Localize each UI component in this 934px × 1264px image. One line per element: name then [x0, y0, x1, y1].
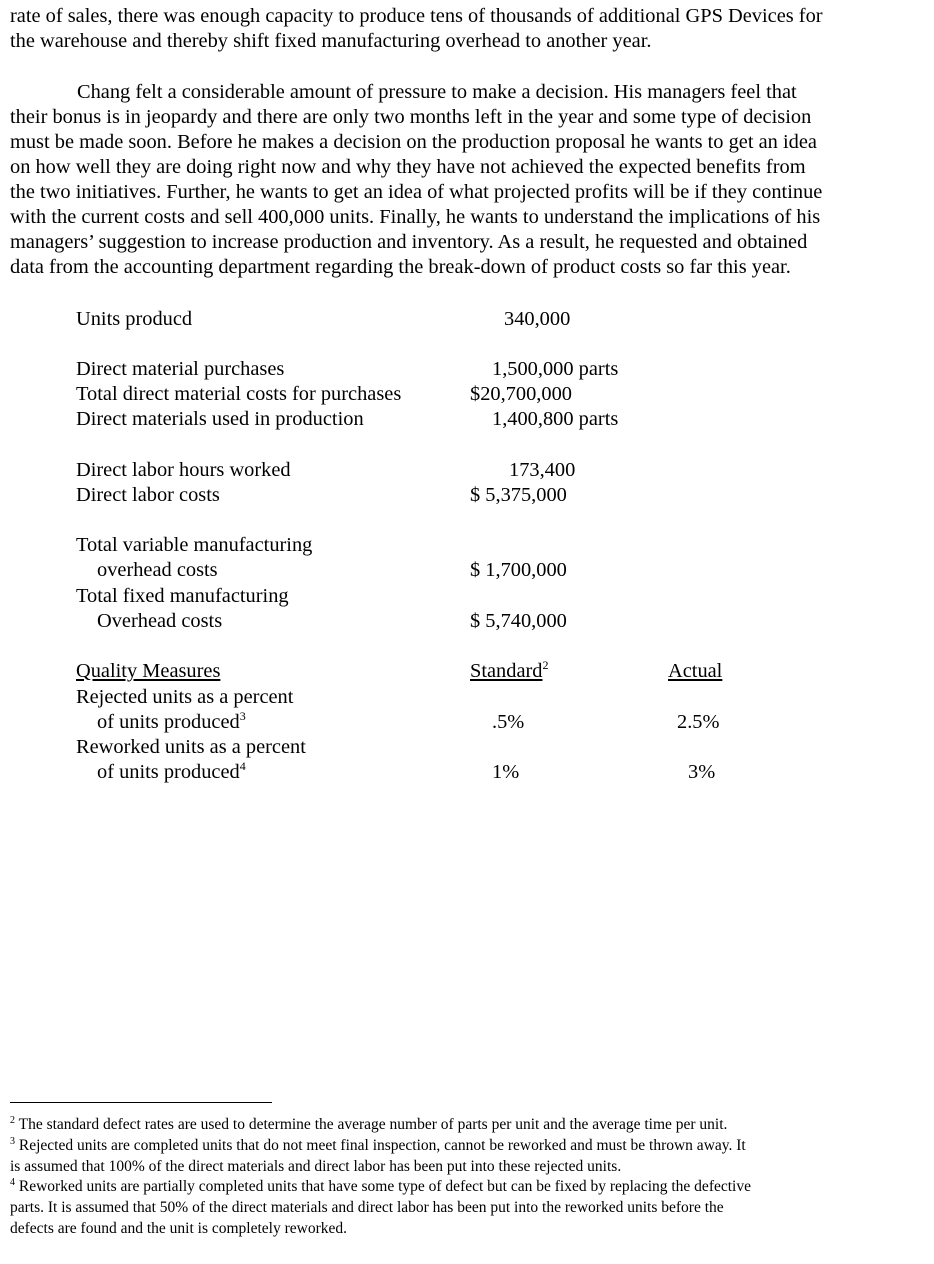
dl-costs-label: Direct labor costs	[76, 484, 220, 506]
main-paragraph	[10, 80, 910, 280]
text-line: on how well they are doing right now and why they have not achieved the expected benefits from	[10, 156, 806, 178]
dl-hours-value: 173,400	[509, 459, 576, 481]
footnote-ref: 3	[239, 709, 246, 723]
footnote-2	[10, 1115, 890, 1240]
footnote-divider	[10, 1102, 272, 1103]
dm-purchases-label: Direct material purchases	[76, 358, 285, 380]
var-oh-label-1: Total variable manufacturing	[76, 534, 313, 556]
rejected-label-2-text: of units produced	[97, 711, 240, 733]
rejected-label-2	[97, 710, 246, 735]
dl-hours-label: Direct labor hours worked	[76, 459, 291, 481]
footnote-line: is assumed that 100% of the direct materials and direct labor has been put into these rejected units.	[10, 1157, 622, 1175]
text-line: managers’ suggestion to increase production and inventory. As a result, he requested and obtained	[10, 231, 808, 253]
dm-costs-value: $20,700,000	[470, 383, 572, 405]
text-line: data from the accounting department regarding the break-down of product costs so far this year.	[10, 256, 791, 278]
standard-header-text: Standard	[470, 660, 543, 682]
dm-purchases-value: 1,500,000 parts	[492, 358, 619, 380]
fixed-oh-label-1: Total fixed manufacturing	[76, 585, 289, 607]
dl-costs-value: $ 5,375,000	[470, 484, 567, 506]
standard-header	[470, 659, 548, 684]
reworked-standard: 1%	[492, 761, 520, 783]
actual-header: Actual	[668, 660, 723, 682]
dm-used-value: 1,400,800 parts	[492, 408, 619, 430]
reworked-label-2	[97, 760, 246, 785]
text-line: rate of sales, there was enough capacity to produce tens of thousands of additional GPS Devices for	[10, 5, 823, 27]
footnote-line	[10, 1115, 890, 1136]
footnote-line: parts. It is assumed that 50% of the direct materials and direct labor has been put into the reworked units before the	[10, 1199, 724, 1217]
text-line: the two initiatives. Further, he wants to get an idea of what projected profits will be if they continue	[10, 181, 823, 203]
rejected-standard: .5%	[492, 711, 525, 733]
text-line: the warehouse and thereby shift fixed manufacturing overhead to another year.	[10, 30, 652, 52]
footnote-mark: 2	[10, 1115, 15, 1126]
footnote-line: defects are found and the unit is completely reworked.	[10, 1219, 348, 1237]
reworked-actual: 3%	[688, 761, 716, 783]
text-line: must be made soon. Before he makes a decision on the production proposal he wants to get an idea	[10, 131, 817, 153]
var-oh-value: $ 1,700,000	[470, 559, 567, 581]
text-line: Chang felt a considerable amount of pressure to make a decision. His managers feel that	[77, 81, 797, 103]
footnote-ref: 4	[239, 759, 246, 773]
var-oh-label-2: overhead costs	[97, 559, 218, 581]
footnote-text: The standard defect rates are used to determine the average number of parts per unit and the average time per unit.	[18, 1116, 728, 1133]
text-line: their bonus is in jeopardy and there are only two months left in the year and some type of decision	[10, 106, 812, 128]
units-produced-label: Units producd	[76, 308, 193, 330]
footnote-line	[10, 1136, 890, 1157]
footnote-line	[10, 1177, 890, 1198]
fixed-oh-label-2: Overhead costs	[97, 610, 223, 632]
footnote-mark: 3	[10, 1135, 15, 1147]
fixed-oh-value: $ 5,740,000	[470, 610, 567, 632]
units-produced-value: 340,000	[504, 308, 571, 330]
footnote-ref: 2	[542, 658, 549, 672]
rejected-actual: 2.5%	[677, 711, 720, 733]
reworked-label-2-text: of units produced	[97, 761, 240, 783]
reworked-label-1: Reworked units as a percent	[76, 736, 306, 758]
footnote-mark: 4	[10, 1177, 15, 1189]
text-line: with the current costs and sell 400,000 units. Finally, he wants to understand the implications of his	[10, 206, 821, 228]
top-paragraph	[10, 4, 910, 54]
rejected-label-1: Rejected units as a percent	[76, 686, 294, 708]
dm-costs-label: Total direct material costs for purchases	[76, 383, 402, 405]
dm-used-label: Direct materials used in production	[76, 408, 364, 430]
footnote-text: Reworked units are partially completed units that have some type of defect but can be fixed by replacing the defective	[18, 1178, 751, 1196]
quality-heading: Quality Measures	[76, 660, 221, 682]
footnote-text: Rejected units are completed units that do not meet final inspection, cannot be reworked and must be thrown away. It	[18, 1136, 746, 1154]
